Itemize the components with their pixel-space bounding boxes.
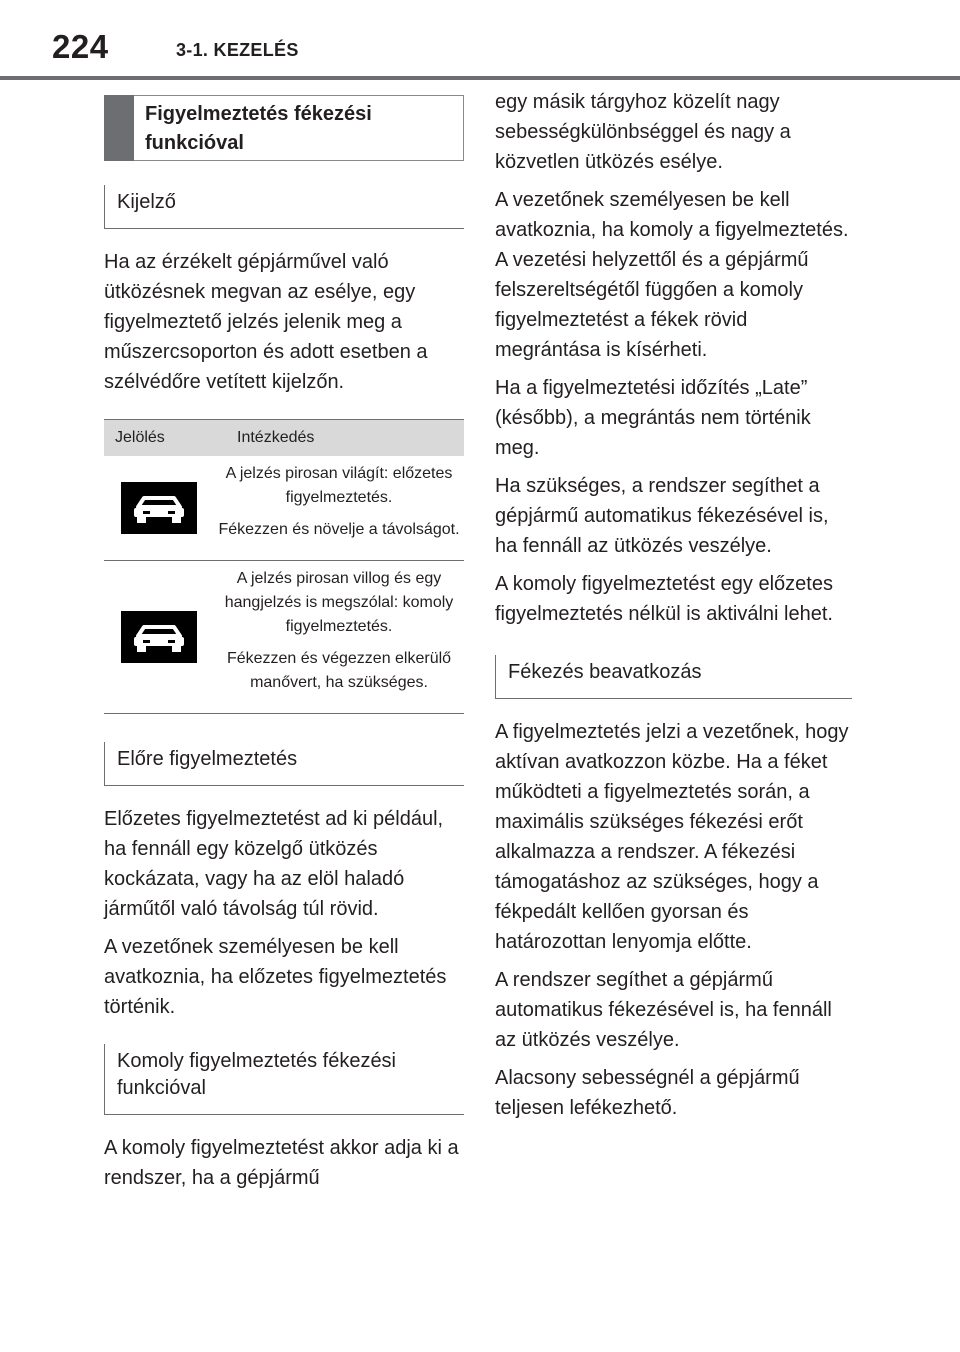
table-cell: Fékezzen és végezzen elkerülő manővert, ha szükséges. (226, 650, 452, 691)
paragraph: A vezetőnek személyesen be kell avatkoznia, ha komoly a figyelmeztetés. A vezetési helyzettől és a gépjármű felszereltségétől függően a komoly figyelmeztetést a fékek rövid megrántása is kísérheti. (495, 189, 849, 361)
column-header-mark: Jelölés (115, 429, 165, 446)
page-number: 224 (52, 28, 109, 65)
header-rule (0, 76, 960, 80)
paragraph: Előzetes figyelmeztetést ad ki például, ha fennáll egy közelgő ütközés kockázata, vagy ha az elöl haladó járműtől való távolság túl rövid. (104, 808, 444, 920)
car-warning-icon (121, 482, 197, 534)
paragraph: Ha szükséges, a rendszer segíthet a gépjármű automatikus fékezésével is, ha fennáll az ütközés veszélye. (495, 475, 829, 557)
left-column (104, 95, 464, 1201)
paragraph: A komoly figyelmeztetést egy előzetes figyelmeztetés nélkül is aktiválni lehet. (495, 573, 833, 625)
main-heading: Figyelmeztetés fékezési funkcióval (145, 103, 372, 154)
section-title: 3-1. KEZELÉS (176, 40, 299, 60)
table-row (104, 561, 464, 714)
table-row (104, 456, 464, 561)
paragraph: Ha a figyelmeztetési időzítés „Late” (később), a megrántás nem történik meg. (495, 377, 811, 459)
paragraph: A rendszer segíthet a gépjármű automatikus fékezésével is, ha fennáll az ütközés veszélye. (495, 969, 832, 1051)
paragraph: A figyelmeztetés jelzi a vezetőnek, hogy aktívan avatkozzon közbe. Ha a féket működteti a figyelmeztetés során, a maximális szükséges fékezési erőt alkalmazza a rendszer. A fékezési támogatáshoz az szükséges, hogy a fékpedált kellően gyorsan és határozottan lenyomja előtte. (495, 721, 849, 953)
table-cell: A jelzés pirosan villog és egy hangjelzés is megszólal: komoly figyelmeztetés. (224, 570, 454, 635)
right-column (495, 87, 852, 1131)
main-heading-box (104, 95, 464, 161)
subheading-kijelzo: Kijelző (104, 185, 464, 229)
signal-table (104, 419, 464, 714)
table-cell: A jelzés pirosan világít: előzetes figyelmeztetés. (225, 465, 453, 506)
table-cell: Fékezzen és növelje a távolságot. (218, 521, 460, 538)
column-header-action: Intézkedés (237, 429, 315, 446)
paragraph: Alacsony sebességnél a gépjármű teljesen lefékezhető. (495, 1067, 800, 1119)
paragraph: Ha az érzékelt gépjárművel való ütközésnek megvan az esélye, egy figyelmeztető jelzés jelenik meg a műszercsoporton és adott esetben a szélvédőre vetített kijelzőn. (104, 251, 428, 393)
paragraph: A vezetőnek személyesen be kell avatkoznia, ha előzetes figyelmeztetés történik. (104, 936, 447, 1018)
table-header (104, 420, 464, 456)
subheading-komoly: Komoly figyelmeztetés fékezési funkcióval (104, 1044, 464, 1115)
car-warning-icon (121, 611, 197, 663)
subheading-fekezes: Fékezés beavatkozás (495, 655, 852, 699)
paragraph: egy másik tárgyhoz közelít nagy sebességkülönbséggel és nagy a közvetlen ütközés esélye. (495, 91, 791, 173)
paragraph: A komoly figyelmeztetést akkor adja ki a rendszer, ha a gépjármű (104, 1137, 459, 1189)
subheading-elore: Előre figyelmeztetés (104, 742, 464, 786)
heading-bar (104, 95, 134, 161)
